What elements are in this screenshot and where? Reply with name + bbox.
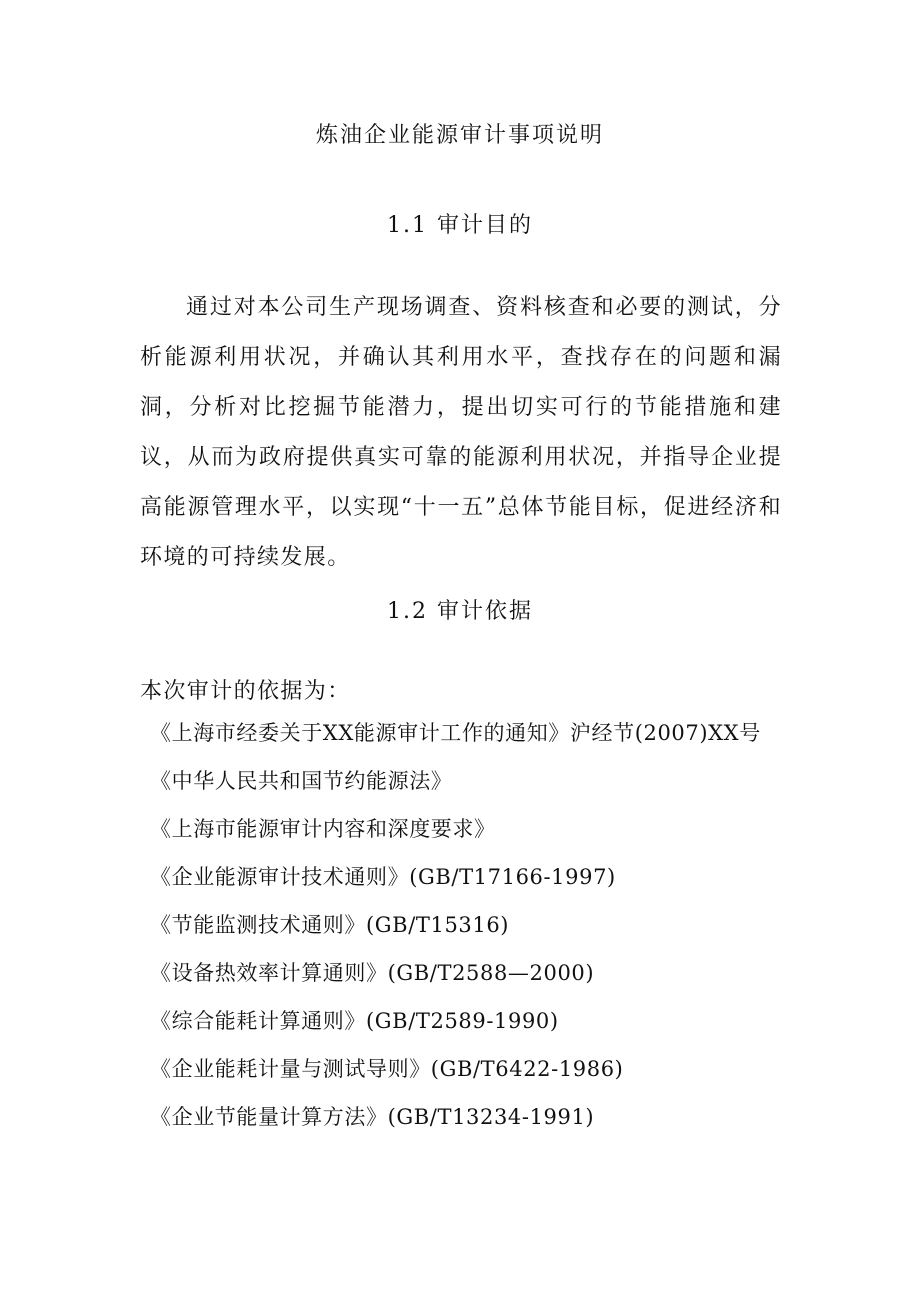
audit-basis-intro: 本次审计的依据为：	[140, 679, 351, 704]
reference-item: 《综合能耗计算通则》(GB/T2589-1990)	[150, 1009, 559, 1033]
reference-item: 《中华人民共和国节约能源法》	[150, 769, 453, 793]
reference-item: 《企业节能量计算方法》(GB/T13234-1991)	[150, 1105, 595, 1129]
section-heading-audit-basis: 1.2 审计依据	[387, 599, 533, 624]
reference-list	[150, 718, 790, 1150]
reference-item: 《上海市能源审计内容和深度要求》	[150, 817, 496, 841]
reference-item: 《企业能源审计技术通则》(GB/T17166-1997)	[150, 865, 616, 889]
audit-purpose-paragraph: 通过对本公司生产现场调查、资料核查和必要的测试，分析能源利用状况，并确认其利用水平，查找存在的问题和漏洞，分析对比挖掘节能潜力，提出切实可行的节能措施和建议，从而为政府提供真实可靠的能源利用状况，并指导企业提高能源管理水平，以实现“十一五”总体节能目标，促进经济和环境的可持续发展。	[140, 295, 782, 570]
section-heading-audit-purpose: 1.1 审计目的	[387, 213, 533, 238]
document-title: 炼油企业能源审计事项说明	[315, 123, 604, 148]
reference-item: 《节能监测技术通则》(GB/T15316)	[150, 913, 510, 937]
reference-item: 《设备热效率计算通则》(GB/T2588—2000)	[150, 961, 595, 985]
reference-item: 《企业能耗计量与测试导则》(GB/T6422-1986)	[150, 1057, 624, 1081]
reference-item: 《上海市经委关于XX能源审计工作的通知》沪经节(2007)XX号	[150, 721, 761, 745]
